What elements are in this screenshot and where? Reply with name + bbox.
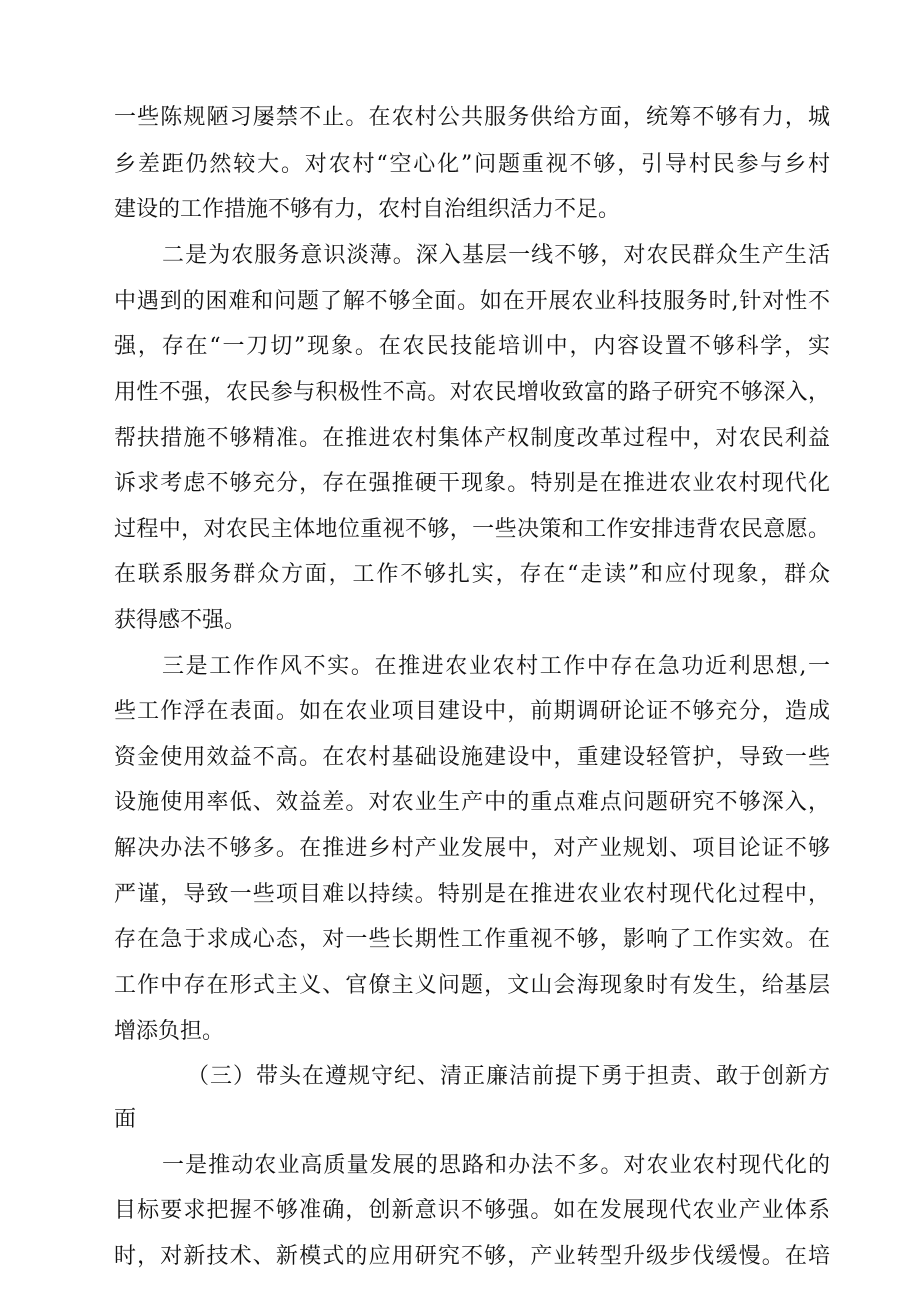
- text-line: 解决办法不够多。在推进乡村产业发展中，对产业规划、项目论证不够: [114, 836, 830, 861]
- text-line: 过程中，对农民主体地位重视不够，一些决策和工作安排违背农民意愿。: [114, 517, 830, 542]
- text-line: 目标要求把握不够准确，创新意识不够强。如在发展现代农业产业体系: [114, 1198, 830, 1223]
- text-line: 建设的工作措施不够有力，农村自治组织活力不足。: [114, 197, 621, 222]
- text-line: 乡差距仍然较大。对农村“空心化”问题重视不够，引导村民参与乡村: [114, 152, 830, 177]
- text-line: 时，对新技术、新模式的应用研究不够，产业转型升级步伐缓慢。在培: [114, 1244, 830, 1269]
- text-line: 些工作浮在表面。如在农业项目建设中，前期调研论证不够充分，造成: [114, 699, 830, 724]
- text-line: 设施使用率低、效益差。对农业生产中的重点难点问题研究不够深入，: [114, 790, 830, 815]
- text-line: 获得感不强。: [114, 608, 247, 633]
- text-line: 一是推动农业高质量发展的思路和办法不多。对农业农村现代化的: [162, 1153, 830, 1178]
- text-line: 资金使用效益不高。在农村基础设施建设中，重建设轻管护，导致一些: [114, 745, 830, 770]
- text-line: 存在急于求成心态，对一些长期性工作重视不够，影响了工作实效。在: [114, 927, 830, 952]
- text-line: 用性不强，农民参与积极性不高。对农民增收致富的路子研究不够深入，: [114, 380, 830, 405]
- text-line: 增添负担。: [114, 1019, 225, 1044]
- text-line: 强，存在“一刀切”现象。在农民技能培训中，内容设置不够科学，实: [114, 334, 830, 359]
- text-line: 严谨，导致一些项目难以持续。特别是在推进农业农村现代化过程中，: [114, 882, 830, 907]
- section-heading-continuation: 面: [114, 1107, 137, 1132]
- text-line: 工作中存在形式主义、官僚主义问题，文山会海现象时有发生，给基层: [114, 973, 830, 998]
- text-line: 三是工作作风不实。在推进农业农村工作中存在急功近利思想,一: [162, 654, 830, 679]
- text-line: 帮扶措施不够精准。在推进农村集体产权制度改革过程中，对农民利益: [114, 426, 830, 451]
- text-line: 二是为农服务意识淡薄。深入基层一线不够，对农民群众生产生活: [162, 243, 830, 268]
- text-line: 诉求考虑不够充分，存在强推硬干现象。特别是在推进农业农村现代化: [114, 471, 830, 496]
- text-line: 在联系服务群众方面，工作不够扎实，存在“走读”和应付现象，群众: [114, 562, 830, 587]
- text-line: 中遇到的困难和问题了解不够全面。如在开展农业科技服务时,针对性不: [114, 289, 830, 314]
- text-line: 一些陈规陋习屡禁不止。在农村公共服务供给方面，统筹不够有力，城: [114, 105, 830, 130]
- section-heading: （三）带头在遵规守纪、清正廉洁前提下勇于担责、敢于创新方: [187, 1064, 830, 1089]
